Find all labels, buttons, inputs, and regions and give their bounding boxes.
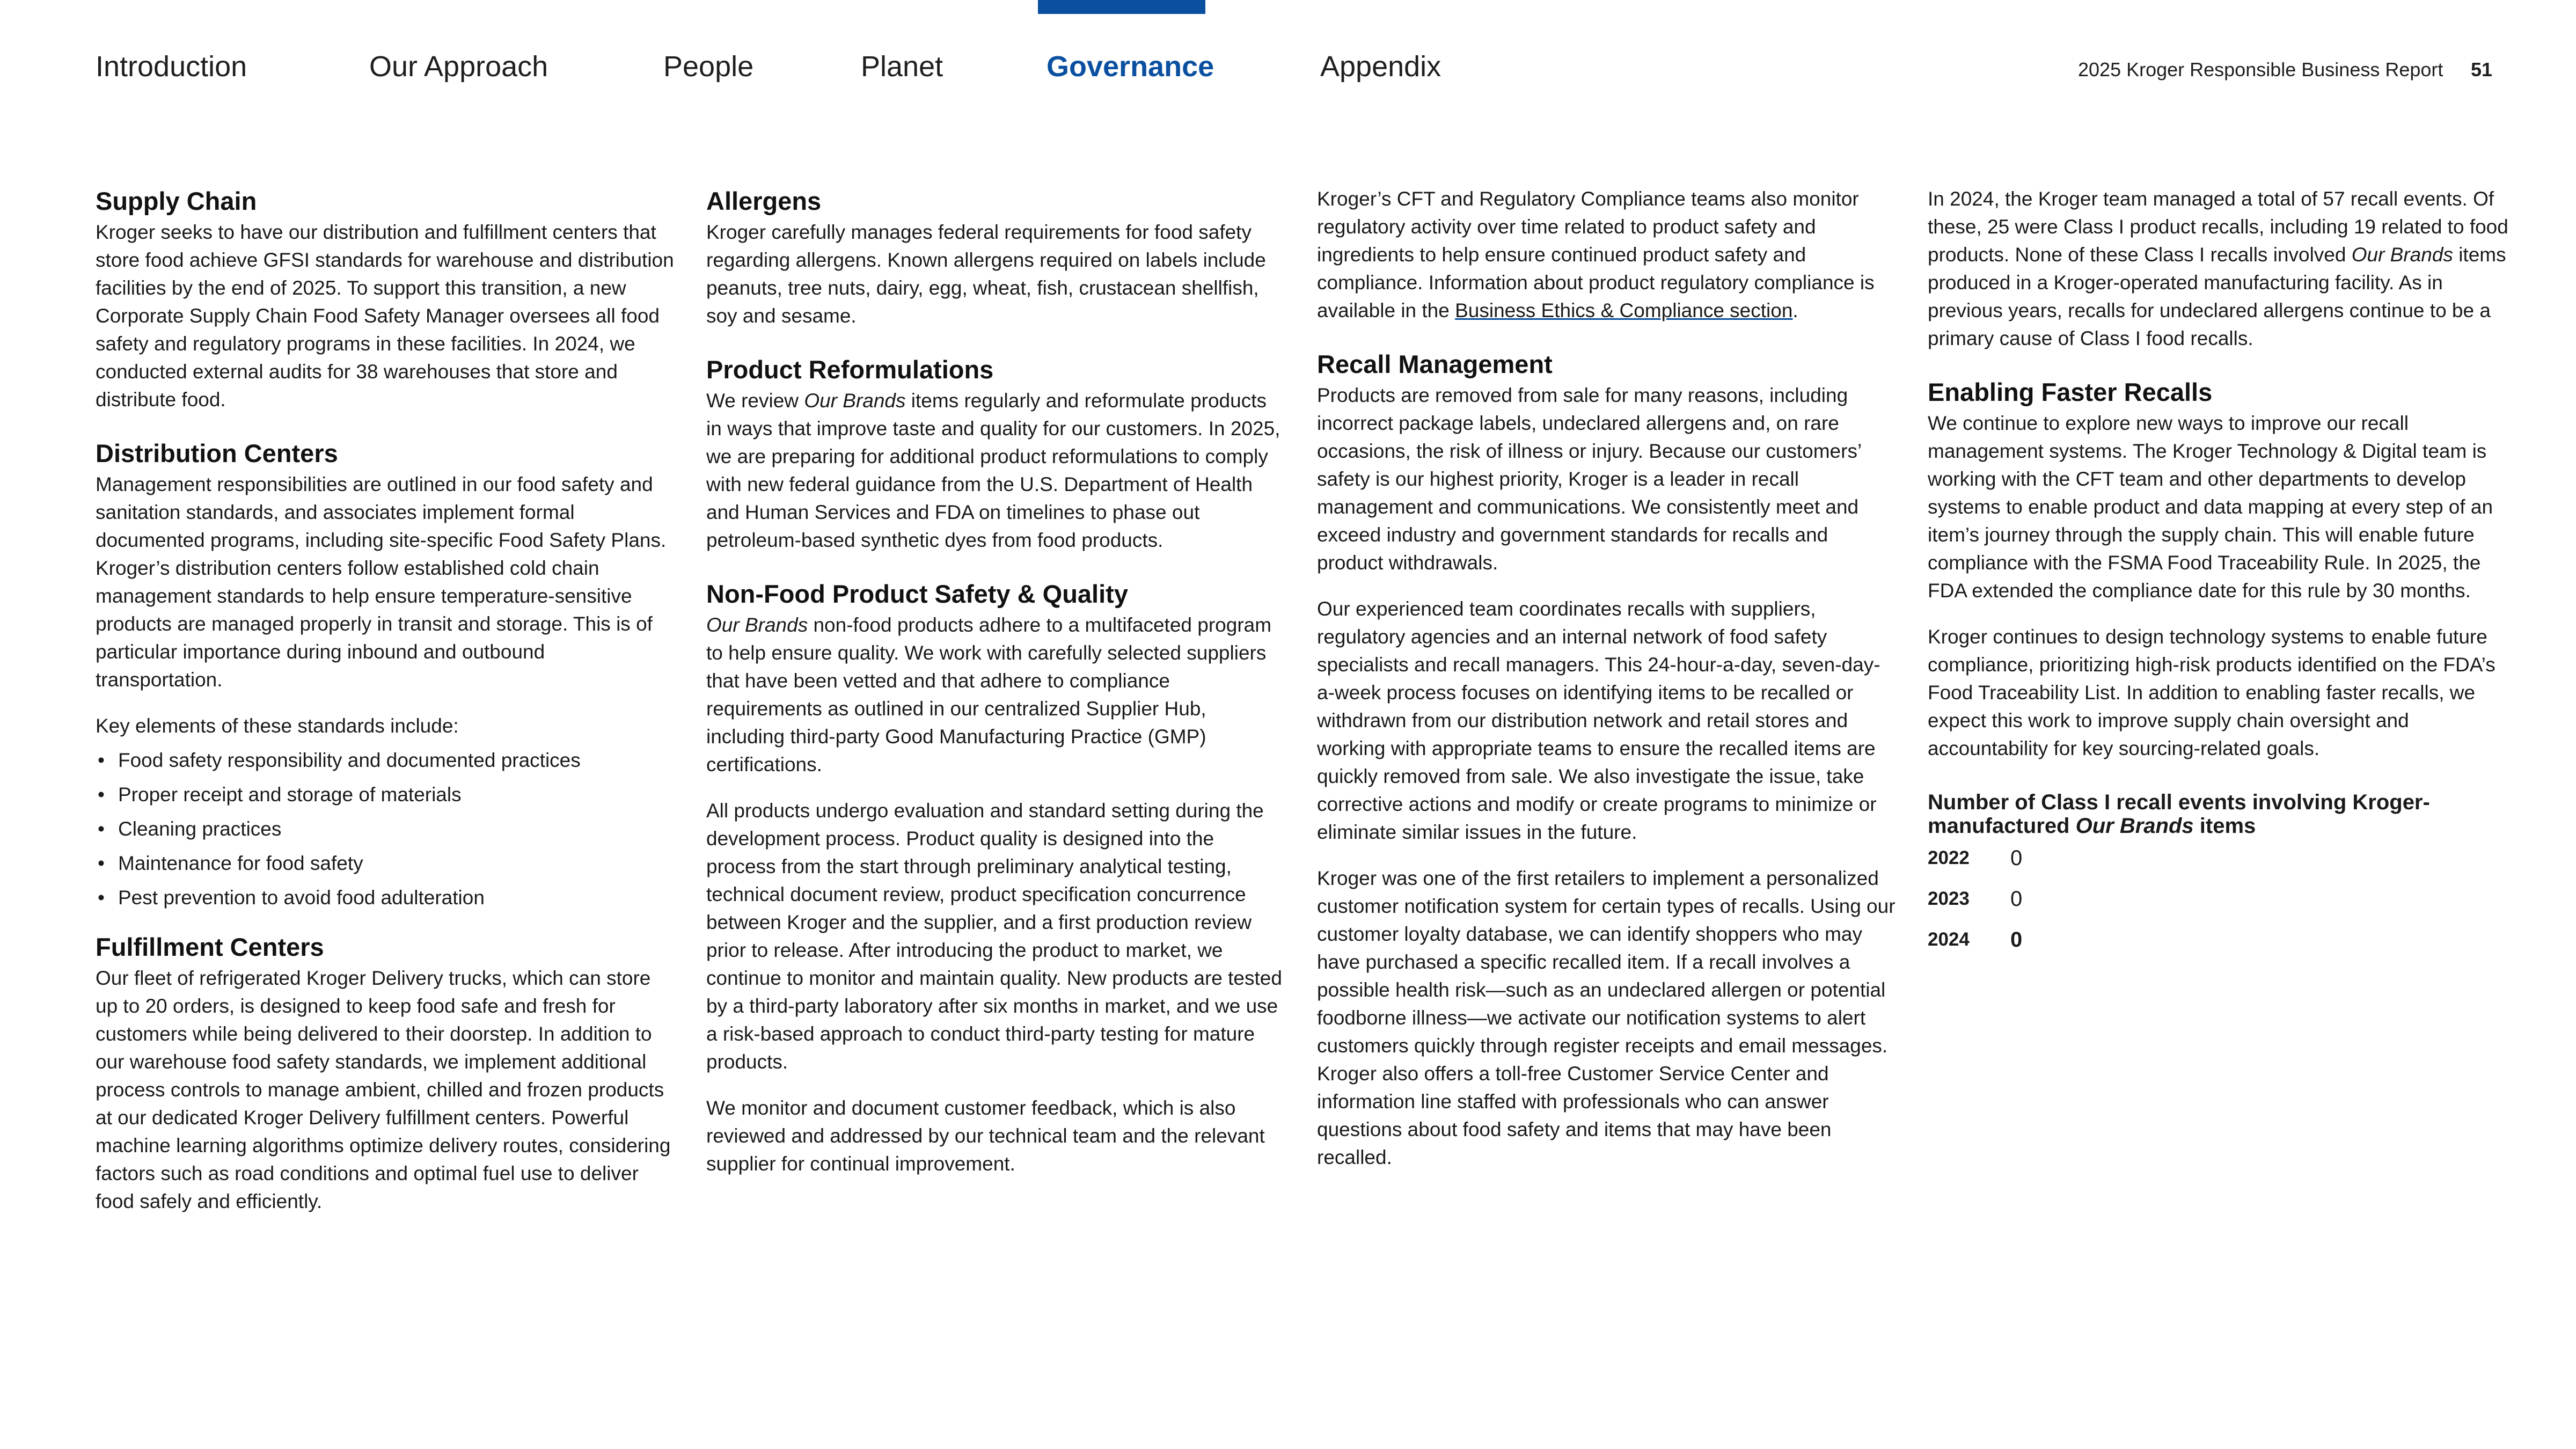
distribution-centers-heading: Distribution Centers [96, 439, 338, 467]
our-brands-text: Our Brands [2351, 244, 2453, 266]
list-item: • Pest prevention to avoid food adulteration [96, 884, 675, 912]
top-navigation [0, 0, 2576, 134]
list-item: • Food safety responsibility and documented practices [96, 747, 675, 774]
recall-management-body-2: Our experienced team coordinates recalls with suppliers, regulatory agencies and an internal network of food safety specialists and recall managers. This 24-hour-a-day, seven-day-a-week process focuses on identifying items to be recalled or withdrawn from our distribution network and retail stores and working with appropriate teams to ensure the recalled items are quickly removed from sale. We also investigate the issue, take corrective actions and modify or create programs to minimize or eliminate similar issues in the future. [1317, 598, 1880, 843]
table-year: 2024 [1928, 929, 1970, 950]
key-elements-list [96, 747, 675, 912]
non-food-safety-body-2: All products undergo evaluation and standard setting during the development process. Product quality is designed into the process from the start through preliminary analytical testing, technical document review, product specification concurrence between Kroger and the supplier, and a first production review prior to release. After introducing the product to market, we continue to monitor and maintain quality. New products are tested by a third-party laboratory after six months in market, and we use a risk-based approach to conduct third-party testing for mature products. [706, 800, 1282, 1073]
recall-events-table [1928, 838, 2022, 960]
enabling-faster-recalls-body-2: Kroger continues to design technology systems to enable future compliance, prioritizing high-risk products identified on the FDA’s Food Traceability List. In addition to enabling faster recalls, we expect this work to improve supply chain oversight and accountability for key sourcing-related goals. [1928, 626, 2496, 759]
non-food-safety-body-3: We monitor and document customer feedback, which is also reviewed and addressed by our technical team and the relevant supplier for continual improvement. [706, 1097, 1265, 1175]
page-number: 51 [2471, 58, 2493, 80]
allergens-heading: Allergens [706, 187, 822, 215]
recall-management-heading: Recall Management [1317, 350, 1553, 378]
nav-tab-introduction[interactable]: Introduction [96, 50, 247, 83]
column-4 [1928, 185, 2513, 960]
our-brands-text: Our Brands [804, 390, 906, 412]
table-row [1928, 879, 2022, 919]
table-value: 0 [2010, 928, 2023, 952]
nav-tab-people[interactable]: People [663, 50, 754, 83]
cft-compliance-body: Kroger’s CFT and Regulatory Compliance teams also monitor regulatory activity over time related to product safety and ingredients to help ensure continued product safety and compliance. Information about product regulatory compliance is available in the Business Ethics & Compliance section. [1317, 188, 1875, 321]
product-reformulations-heading: Product Reformulations [706, 355, 994, 384]
allergens-body: Kroger carefully manages federal requirements for food safety regarding allergens. Known allergens required on labels include peanuts, tree nuts, dairy, egg, wheat, fish, crustacean shellfish, soy and sesame. [706, 221, 1266, 327]
column-1 [96, 185, 675, 1216]
fulfillment-centers-body: Our fleet of refrigerated Kroger Delivery trucks, which can store up to 20 orders, is designed to keep food safe and fresh for customers while being delivered to their doorstep. In addition to our warehouse food safety standards, we implement additional process controls to manage ambient, chilled and frozen products at our dedicated Kroger Delivery fulfillment centers. Powerful machine learning algorithms optimize delivery routes, considering factors such as road conditions and optimal fuel use to deliver food safely and efficiently. [96, 967, 671, 1212]
non-food-safety-heading: Non-Food Product Safety & Quality [706, 580, 1128, 608]
table-row [1928, 919, 2022, 960]
nav-tab-appendix[interactable]: Appendix [1320, 50, 1441, 83]
recall-management-body-1: Products are removed from sale for many reasons, including incorrect package labels, undeclared allergens and, on rare occasions, the risk of illness or injury. Because our customers’ safety is our highest priority, Kroger is a leader in recall management and communications. We consistently meet and exceed industry and government standards for recalls and product withdrawals. [1317, 384, 1861, 574]
recall-table-title: Number of Class I recall events involving Kroger-manufactured Our Brands items [1928, 791, 2430, 838]
non-food-safety-body-1: Our Brands non-food products adhere to a multifaceted program to help ensure quality. We work with carefully selected suppliers that have been vetted and that adhere to compliance requirements as outlined in our centralized Supplier Hub, including third-party Good Manufacturing Practice (GMP) certifications. [706, 614, 1272, 775]
table-row [1928, 838, 2022, 879]
recall-summary-body: In 2024, the Kroger team managed a total of 57 recall events. Of these, 25 were Class I product recalls, including 19 related to food products. None of these Class I recalls involved Our Brands items produced in a Kroger-operated manufacturing facility. As in previous years, recalls for undeclared allergens continue to be a primary cause of Class I food recalls. [1928, 188, 2508, 349]
distribution-centers-body: Management responsibilities are outlined in our food safety and sanitation standards, and associates implement formal documented programs, including site-specific Food Safety Plans. Kroger’s distribution centers follow established cold chain management standards to help ensure temperature-sensitive products are managed properly in transit and storage. This is of particular importance during inbound and outbound transportation. [96, 473, 667, 691]
business-ethics-link[interactable]: Business Ethics & Compliance section [1455, 299, 1793, 321]
column-3 [1317, 185, 1897, 1172]
product-reformulations-body: We review Our Brands items regularly and reformulate products in ways that improve taste and quality for our customers. In 2025, we are preparing for additional product reformulations to comply with new federal guidance from the U.S. Department of Health and Human Services and FDA on timelines to phase out petroleum-based synthetic dyes from food products. [706, 390, 1280, 551]
our-brands-text: Our Brands [2075, 814, 2194, 838]
list-item: • Maintenance for food safety [96, 850, 675, 877]
enabling-faster-recalls-body-1: We continue to explore new ways to improve our recall management systems. The Kroger Technology & Digital team is working with the CFT team and other departments to develop systems to enable product and data mapping at every step of an item’s journey through the supply chain. This will enable future compliance with the FSMA Food Traceability Rule. In 2025, the FDA extended the compliance date for this rule by 30 months. [1928, 412, 2493, 602]
fulfillment-centers-heading: Fulfillment Centers [96, 933, 324, 961]
nav-tab-planet[interactable]: Planet [861, 50, 943, 83]
enabling-faster-recalls-heading: Enabling Faster Recalls [1928, 378, 2213, 406]
key-elements-intro: Key elements of these standards include: [96, 715, 459, 737]
nav-tab-our-approach[interactable]: Our Approach [369, 50, 548, 83]
report-title: 2025 Kroger Responsible Business Report [2078, 58, 2443, 80]
table-value: 0 [2010, 887, 2023, 911]
table-value: 0 [2010, 846, 2023, 870]
nav-tab-governance[interactable]: Governance [1046, 50, 1214, 83]
table-year: 2022 [1928, 847, 1970, 868]
column-2 [706, 185, 1286, 1178]
list-item: • Cleaning practices [96, 815, 675, 843]
recall-management-body-3: Kroger was one of the first retailers to implement a personalized customer notification system for certain types of recalls. Using our customer loyalty database, we can identify shoppers who may have purchased a specific recalled item. If a recall involves a possible health risk—such as an undeclared allergen or potential foodborne illness—we activate our notification systems to alert customers quickly through register receipts and email messages. Kroger also offers a toll-free Customer Service Center and information line staffed with professionals who can answer questions about food safety and items that may have been recalled. [1317, 867, 1896, 1168]
active-tab-indicator [1038, 0, 1205, 14]
list-item: • Proper receipt and storage of materials [96, 781, 675, 809]
supply-chain-heading: Supply Chain [96, 187, 257, 215]
table-year: 2023 [1928, 888, 1970, 909]
our-brands-text: Our Brands [706, 614, 808, 636]
supply-chain-body: Kroger seeks to have our distribution and fulfillment centers that store food achieve GFSI standards for warehouse and distribution facilities by the end of 2025. To support this transition, a new Corporate Supply Chain Food Safety Manager oversees all food safety and regulatory programs in these facilities. In 2024, we conducted external audits for 38 warehouses that store and distribute food. [96, 221, 674, 411]
